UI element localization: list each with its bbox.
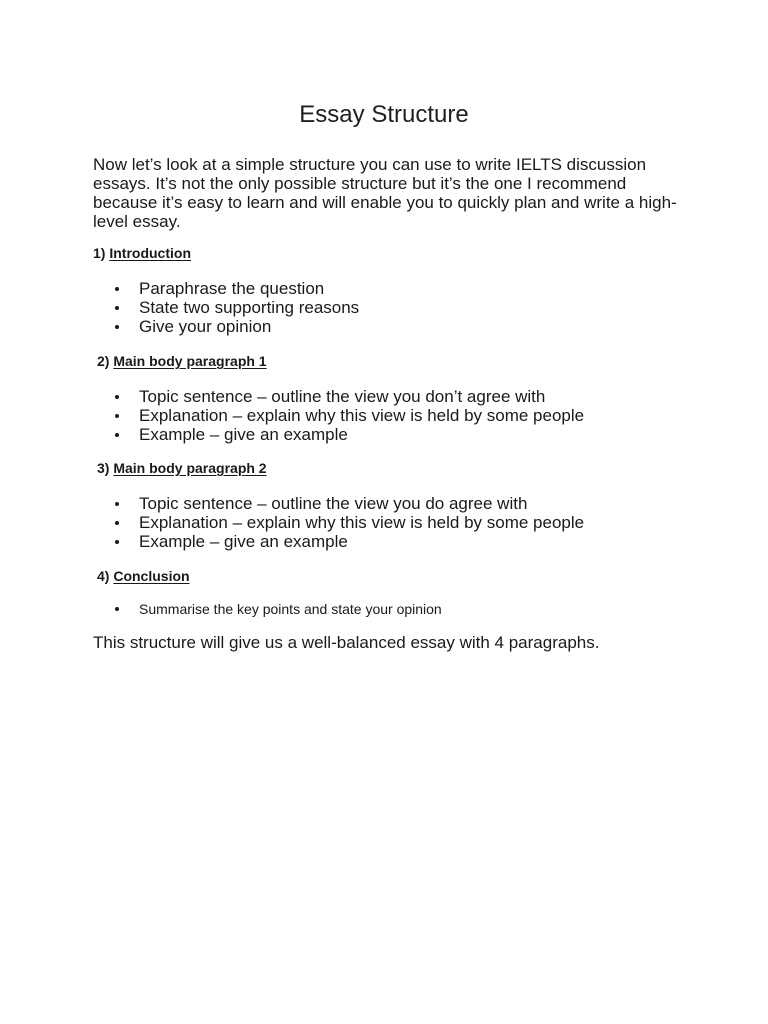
list-item xyxy=(115,279,359,298)
section-number: 2) xyxy=(97,353,110,369)
section-heading-introduction xyxy=(93,244,191,262)
section-heading-main-body-2 xyxy=(97,459,267,477)
section-heading-main-body-1 xyxy=(97,352,267,370)
list-item-text: Example – give an example xyxy=(139,532,348,551)
list-item xyxy=(115,406,584,425)
list-item-text: State two supporting reasons xyxy=(139,298,360,317)
bullet-icon xyxy=(115,607,119,611)
list-item-text: Explanation – explain why this view is held by some people xyxy=(139,406,585,425)
bullet-icon xyxy=(115,521,119,525)
bullet-icon xyxy=(115,414,119,418)
section-label: Main body paragraph 1 xyxy=(113,353,267,369)
bullet-list-introduction xyxy=(115,279,359,336)
list-item xyxy=(115,425,584,444)
list-item-text: Summarise the key points and state your opinion xyxy=(139,601,442,617)
bullet-list-main-body-2 xyxy=(115,494,584,551)
list-item xyxy=(115,317,359,336)
list-item-text: Give your opinion xyxy=(139,317,272,336)
bullet-icon xyxy=(115,433,119,437)
bullet-icon xyxy=(115,306,119,310)
bullet-icon xyxy=(115,287,119,291)
section-label: Main body paragraph 2 xyxy=(113,460,267,476)
list-item-text: Explanation – explain why this view is held by some people xyxy=(139,513,585,532)
intro-paragraph: Now let’s look at a simple structure you can use to write IELTS discussion essays. It’s not the only possible structure but it’s the one I recommend because it’s easy to learn and will enable you to quickly plan and write a high-level essay. xyxy=(93,155,677,231)
bullet-icon xyxy=(115,395,119,399)
list-item xyxy=(115,298,359,317)
list-item-text: Example – give an example xyxy=(139,425,348,444)
section-heading-conclusion xyxy=(97,567,190,585)
bullet-list-main-body-1 xyxy=(115,387,584,444)
list-item-text: Topic sentence – outline the view you do agree with xyxy=(139,494,528,513)
bullet-icon xyxy=(115,540,119,544)
bullet-icon xyxy=(115,325,119,329)
list-item-text: Topic sentence – outline the view you don’t agree with xyxy=(139,387,546,406)
bullet-icon xyxy=(115,502,119,506)
section-number: 3) xyxy=(97,460,110,476)
section-number: 1) xyxy=(93,245,106,261)
document-title: Essay Structure xyxy=(299,101,469,128)
list-item xyxy=(115,600,442,618)
list-item-text: Paraphrase the question xyxy=(139,279,325,298)
section-label: Introduction xyxy=(109,245,191,261)
list-item xyxy=(115,387,584,406)
list-item xyxy=(115,513,584,532)
list-item xyxy=(115,494,584,513)
section-number: 4) xyxy=(97,568,110,584)
closing-paragraph: This structure will give us a well-balanced essay with 4 paragraphs. xyxy=(93,633,600,652)
section-label: Conclusion xyxy=(113,568,190,584)
bullet-list-conclusion xyxy=(115,600,442,618)
list-item xyxy=(115,532,584,551)
